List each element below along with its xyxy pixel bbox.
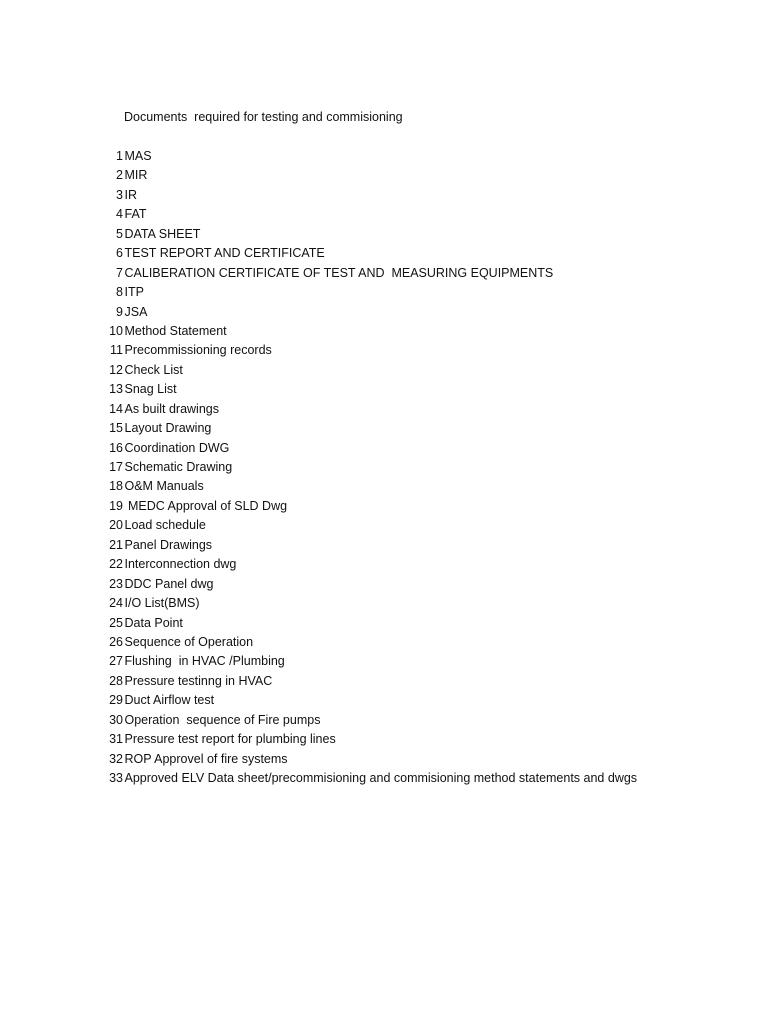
list-item-text: I/O List(BMS) xyxy=(124,596,200,611)
list-item-number: 9 xyxy=(116,304,123,319)
list-item-text: MAS xyxy=(124,149,152,163)
list-item-number: 18 xyxy=(109,479,123,494)
list-item-number: 20 xyxy=(109,518,123,533)
list-item-text: Precommissioning records xyxy=(124,343,272,358)
list-item-number: 31 xyxy=(109,732,123,747)
list-item-text: ROP Approvel of fire systems xyxy=(124,751,288,766)
list-item-number: 1 xyxy=(116,149,123,163)
list-item-number: 30 xyxy=(109,712,123,727)
list-item-number: 19 xyxy=(109,498,123,513)
list-item-number: 3 xyxy=(116,187,123,202)
list-item-number: 21 xyxy=(109,537,123,552)
list-item-text: Flushing in HVAC /Plumbing xyxy=(124,654,285,669)
list-item-number: 15 xyxy=(109,421,123,436)
list-item-text: Load schedule xyxy=(124,518,206,533)
list-item-number: 14 xyxy=(109,401,123,416)
list-item-text: O&M Manuals xyxy=(124,479,204,494)
list-item-number: 12 xyxy=(109,362,123,377)
list-item-number: 6 xyxy=(116,246,123,261)
list-item-text: MIR xyxy=(124,168,148,183)
list-item-text: TEST REPORT AND CERTIFICATE xyxy=(124,246,325,261)
list-item-text: MEDC Approval of SLD Dwg xyxy=(124,498,288,513)
list-item-number: 22 xyxy=(109,557,123,572)
list-item-number: 28 xyxy=(109,673,123,688)
list-item-number: 27 xyxy=(109,654,123,669)
list-item-number: 4 xyxy=(116,207,123,222)
list-item-text: Check List xyxy=(124,362,183,377)
list-item-number: 29 xyxy=(109,693,123,708)
list-item-number: 8 xyxy=(116,285,123,300)
list-item-text: Method Statement xyxy=(124,323,227,338)
list-item-number: 13 xyxy=(109,382,123,397)
list-item-text: Snag List xyxy=(124,382,177,397)
list-item-number: 25 xyxy=(109,615,123,630)
list-item-text: DDC Panel dwg xyxy=(124,576,214,591)
list-item-text: ITP xyxy=(124,285,144,300)
list-item-number: 26 xyxy=(109,634,123,649)
list-item-number: 33 xyxy=(109,771,123,785)
list-item-number: 17 xyxy=(109,460,123,474)
list-item-number: 24 xyxy=(109,596,123,611)
list-item-text: Pressure test report for plumbing lines xyxy=(124,732,336,747)
list-item-text: Panel Drawings xyxy=(124,537,213,552)
list-item-text: CALIBERATION CERTIFICATE OF TEST AND MEASURING EQUIPMENTS xyxy=(124,265,554,280)
list-item-text: As built drawings xyxy=(124,401,219,416)
list-item-text: IR xyxy=(124,187,137,202)
list-item-text: FAT xyxy=(124,207,147,222)
list-item-number: 11 xyxy=(110,343,123,358)
list-item-text: Sequence of Operation xyxy=(124,634,254,649)
list-item-text: Coordination DWG xyxy=(124,440,230,455)
list-item-text: Layout Drawing xyxy=(124,421,212,436)
list-item-number: 32 xyxy=(109,751,123,766)
list-item-number: 23 xyxy=(109,576,123,591)
list-item-text: JSA xyxy=(124,304,148,319)
list-item-text: Schematic Drawing xyxy=(124,460,233,474)
list-item-text: Data Point xyxy=(124,615,183,630)
list-item-text: Approved ELV Data sheet/precommisioning and commisioning method statements and dwgs xyxy=(124,771,638,785)
list-item-number: 16 xyxy=(109,440,123,455)
document-title: Documents required for testing and commisioning xyxy=(124,110,403,124)
list-item-text: Pressure testinng in HVAC xyxy=(124,673,273,688)
list-item-number: 5 xyxy=(116,226,123,241)
list-item-text: Duct Airflow test xyxy=(124,693,215,708)
list-item-number: 2 xyxy=(116,168,123,183)
list-item-text: Interconnection dwg xyxy=(124,557,237,572)
list-item-text: Operation sequence of Fire pumps xyxy=(124,712,321,727)
list-item-number: 10 xyxy=(109,323,123,338)
list-item-text: DATA SHEET xyxy=(124,226,201,241)
list-item-number: 7 xyxy=(116,265,123,280)
